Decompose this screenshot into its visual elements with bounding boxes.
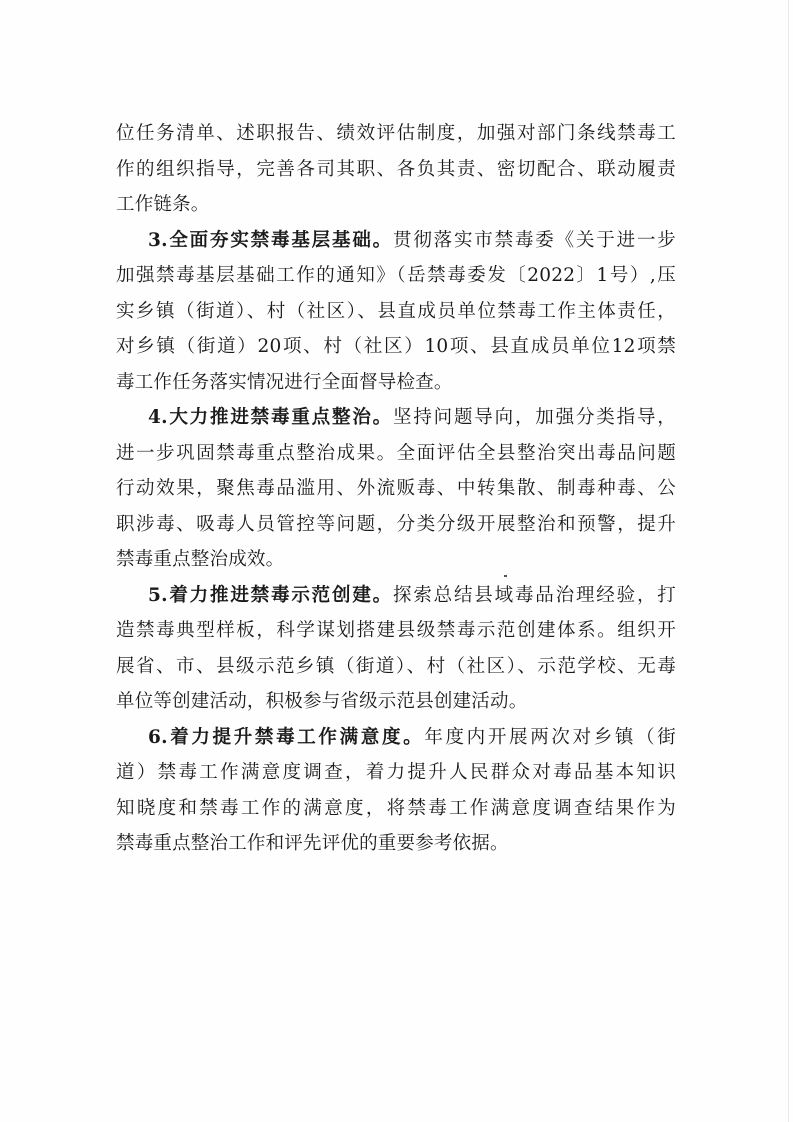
paragraph-heading: 6.着力提升禁毒工作满意度。 bbox=[148, 726, 425, 748]
text-line: 进一步巩固禁毒重点整治成果。全面评估全县整治突出毒品问题 bbox=[116, 442, 676, 464]
document-body bbox=[116, 116, 676, 862]
text-line: 毒工作任务落实情况进行全面督导检查。 bbox=[116, 371, 453, 393]
paragraph-3 bbox=[116, 223, 676, 401]
text-line: 职涉毒、吸毒人员管控等问题，分类分级开展整治和预警，提升 bbox=[116, 513, 676, 535]
text-line bbox=[116, 223, 676, 259]
text-line: 造禁毒典型样板，科学谋划搭建县级禁毒示范创建体系。组织开 bbox=[116, 620, 676, 641]
text-line: 工作链条。 bbox=[116, 194, 210, 215]
paragraph-5 bbox=[116, 578, 676, 720]
text-line-body: 探索总结县域毒品治理经验，打 bbox=[392, 584, 676, 606]
text-line-body: 坚持问题导向，加强分类指导， bbox=[392, 407, 676, 428]
text-line: 行动效果，聚焦毒品滥用、外流贩毒、中转集散、制毒种毒、公 bbox=[116, 478, 676, 499]
text-line: 作的组织指导，完善各司其职、各负其责、密切配合、联动履责 bbox=[116, 158, 676, 180]
paragraph-heading: 3.全面夯实禁毒基层基础。 bbox=[148, 229, 393, 251]
paragraph-6 bbox=[116, 720, 676, 862]
text-line bbox=[116, 720, 676, 756]
text-line bbox=[116, 578, 676, 614]
scan-edge-line bbox=[788, 0, 789, 1122]
text-line-body: 贯彻落实市禁毒委《关于进一步 bbox=[392, 229, 676, 251]
text-line: 道）禁毒工作满意度调查，着力提升人民群众对毒品基本知识 bbox=[116, 762, 676, 783]
text-line: 单位等创建活动，积极参与省级示范县创建活动。 bbox=[116, 691, 528, 712]
text-line: 位任务清单、述职报告、绩效评估制度，加强对部门条线禁毒工 bbox=[116, 123, 676, 144]
paragraph-heading: 4.大力推进禁毒重点整治。 bbox=[148, 407, 393, 428]
text-line: 展省、市、县级示范乡镇（街道）、村（社区）、示范学校、无毒 bbox=[116, 655, 676, 677]
paragraph-continuation bbox=[116, 116, 676, 223]
text-line: 实乡镇（街道）、村（社区）、县直成员单位禁毒工作主体责任， bbox=[116, 300, 676, 322]
paragraph-heading: 5.着力推进禁毒示范创建。 bbox=[148, 584, 393, 606]
text-line: 知晓度和禁毒工作的满意度，将禁毒工作满意度调查结果作为 bbox=[116, 797, 676, 819]
text-line: 加强禁毒基层基础工作的通知》（岳禁毒委发〔2022〕1号）,压 bbox=[116, 265, 676, 286]
text-line bbox=[116, 400, 676, 436]
text-line: 禁毒重点整治工作和评先评优的重要参考依据。 bbox=[116, 833, 509, 854]
text-line: 对乡镇（街道）20项、村（社区）10项、县直成员单位12项禁 bbox=[116, 336, 676, 357]
text-line-body: 年度内开展两次对乡镇（街 bbox=[424, 726, 676, 748]
paragraph-4 bbox=[116, 400, 676, 578]
text-line: 禁毒重点整治成效。 bbox=[116, 549, 285, 570]
